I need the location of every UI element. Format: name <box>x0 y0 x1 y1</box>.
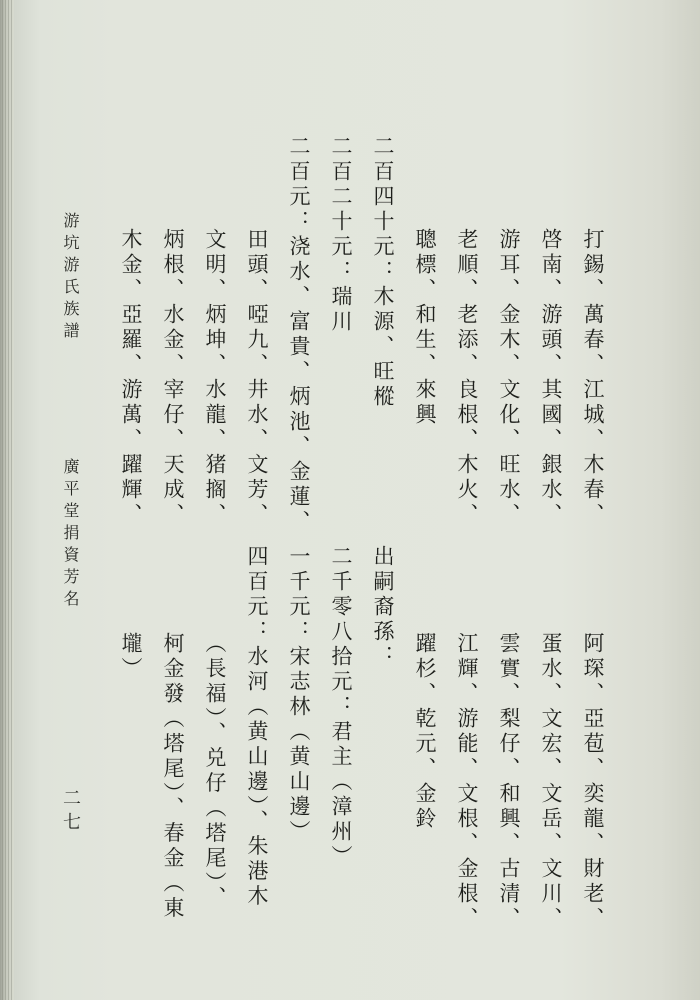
text-column: 一千元：宋志林（黄山邊） <box>287 545 311 845</box>
text-column: 啓南、游頭、其國、銀水、 <box>539 228 563 528</box>
text-column: 江輝、游能、文根、金根、 <box>455 632 479 932</box>
text-column: （長福）、兑仔（塔尾）、 <box>203 632 227 911</box>
text-column: 雲實、梨仔、和興、古清、 <box>497 632 521 932</box>
text-column: 老順、老添、良根、木火、 <box>455 228 479 528</box>
text-column: 打錫、萬春、江城、木春、 <box>581 228 605 528</box>
text-column: 二百四十元：木源、旺樅 <box>371 135 395 410</box>
text-column: 阿琛、亞苞、奕龍、財老、 <box>581 632 605 932</box>
page-number: 二七 <box>60 788 81 836</box>
text-column: 二千零八拾元：君主（漳州） <box>329 545 353 870</box>
text-column: 躍杉、乾元、金鈴 <box>413 632 437 832</box>
book-title: 游坑游氏族譜 <box>61 212 80 344</box>
text-column: 炳根、水金、宰仔、天成、 <box>161 228 185 528</box>
text-column: 游耳、金木、文化、旺水、 <box>497 228 521 528</box>
text-column: 二百二十元：瑞川 <box>329 135 353 335</box>
heading-descendants: 出嗣裔孫： <box>371 545 395 670</box>
text-column: 聰標、和生、來興 <box>413 228 437 428</box>
text-column: 柯金發（塔尾）、春金（東 <box>161 632 185 922</box>
text-column: 木金、亞羅、游萬、躍輝、 <box>119 228 143 528</box>
page-edges <box>2 0 12 1000</box>
text-column: 文明、炳坤、水龍、猪搁、 <box>203 228 227 528</box>
text-column: 壠） <box>119 632 143 682</box>
text-column: 二百元：浇水、富貴、炳池、金蓮、 <box>287 135 311 535</box>
section-title: 廣平堂捐資芳名 <box>61 458 80 612</box>
text-column: 四百元：水河（黄山邊）、朱港木 <box>245 545 269 910</box>
text-column: 田頭、啞九、井水、文芳、 <box>245 228 269 528</box>
text-column: 蛋水、文宏、文岳、文川、 <box>539 632 563 932</box>
